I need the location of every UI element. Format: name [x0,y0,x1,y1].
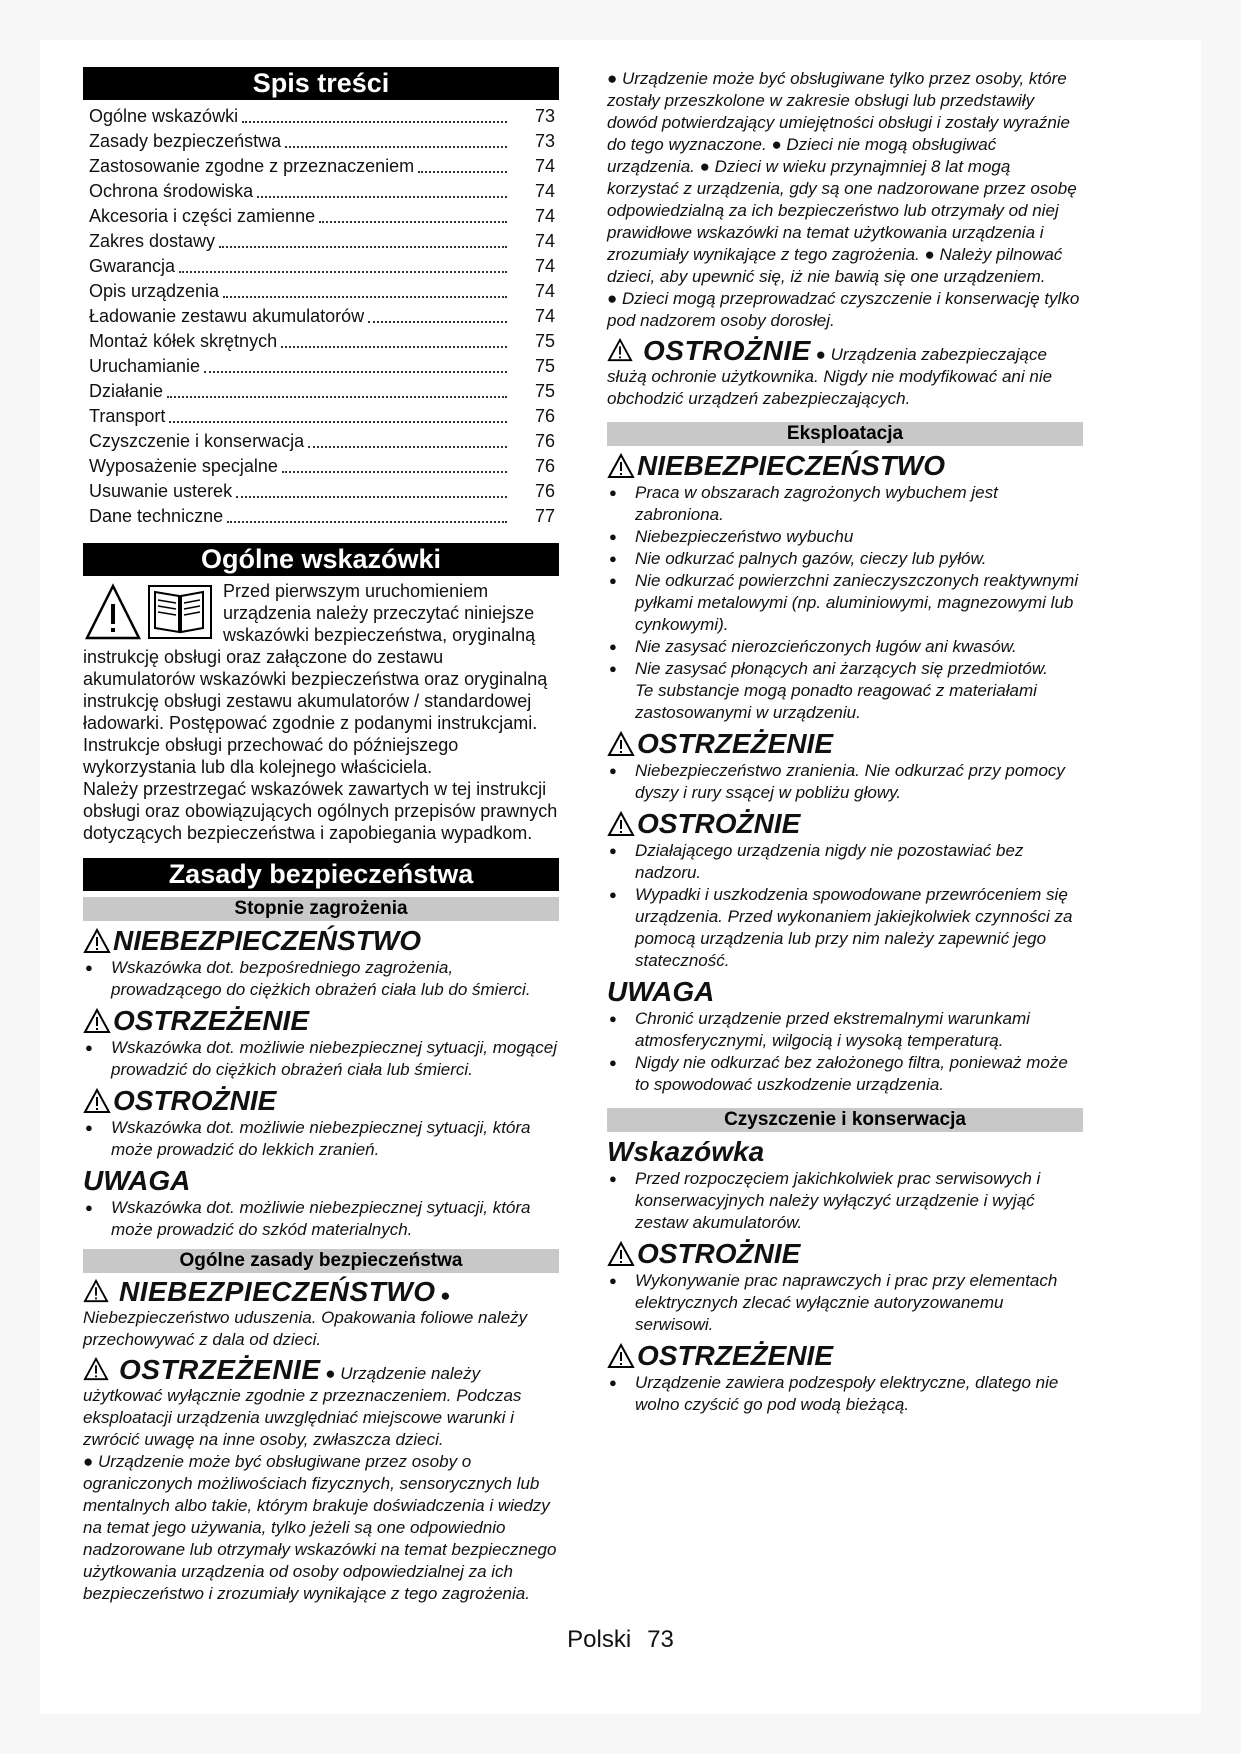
toc-entry[interactable] [83,279,559,304]
warning-triangle-icon [83,1279,109,1303]
toc-entry-title: Uruchamianie [89,356,201,376]
toc-leader-dots [285,146,507,148]
toc-entry[interactable] [83,404,559,429]
toc-entry-page: 76 [534,406,555,426]
list-item: ● Działającego urządzenia nigdy nie pozostawiać bez nadzoru. [607,840,1083,884]
list-item: ● Niebezpieczeństwo wybuchu [607,526,1083,548]
toc-entry[interactable] [83,504,559,529]
safety-heading: Zasady bezpieczeństwa [83,858,559,891]
general-paragraph-2: Należy przestrzegać wskazówek zawartych w tej instrukcji obsługi oraz obowiązujących ogólnych przepisów prawnych dotyczących bezpieczeństwa i zapobiegania wypadkom. [83,779,558,843]
warning-triangle-icon [607,811,635,837]
list-item: ● Nie odkurzać powierzchni zanieczyszczonych reaktywnymi pyłkami metalowymi (np. aluminiowymi, magnezowymi lub cynkowymi). [607,570,1083,636]
warning-triangle-icon [83,928,111,954]
toc-leader-dots [308,446,507,448]
toc-entry-page: 74 [534,181,555,201]
operation-danger-list [607,482,1083,680]
toc-leader-dots [242,121,507,123]
toc-entry-page: 74 [534,156,555,176]
toc-entry-title: Działanie [89,381,164,401]
toc-entry-title: Montaż kółek skrętnych [89,331,278,351]
note-description: ● Wskazówka dot. możliwie niebezpiecznej sytuacji, która może prowadzić do szkód materialnych. [83,1197,559,1241]
general-warning-paragraph: OSTRZEŻENIE ● Urządzenie należy użytkować wyłącznie zgodnie z przeznaczeniem. Podczas eksploatacji urządzenia uwzględniać miejscowe warunki i zwrócić uwagę na inne osoby, zwłaszcza dzieci. [83,1354,522,1449]
cleaning-heading: Czyszczenie i konserwacja [607,1108,1083,1132]
operation-danger-label: NIEBEZPIECZEŃSTWO [607,450,1083,482]
toc-entry[interactable] [83,354,559,379]
general-danger-paragraph: NIEBEZPIECZEŃSTWO ● Niebezpieczeństwo uduszenia. Opakowania foliowe należy przechowywać z dala od dzieci. [83,1276,528,1349]
general-paragraph-1: Przed pierwszym uruchomieniem urządzenia należy przeczytać niniejsze wskazówki bezpieczeństwa, oryginalną instrukcję obsługi oraz załączone do zestawu akumulatorów wskazówki bezpieczeństwa oraz oryginalną instrukcję obsługi zestawu akumulatorów / standardowej ładowarki. Postępować zgodnie z podanymi instrukcjami. Instrukcje obsługi przechować do późniejszego wykorzystania lub dla kolejnego właściciela. [83,581,548,777]
cleaning-caution-label: OSTROŻNIE [607,1238,1083,1270]
toc-entry[interactable] [83,454,559,479]
list-item: ● Nigdy nie odkurzać bez założonego filtra, ponieważ może to spowodować uszkodzenie urządzenia. [607,1052,1083,1096]
toc-entry-title: Zakres dostawy [89,231,216,251]
left-column [83,67,559,1605]
list-item: ● Nie odkurzać palnych gazów, cieczy lub pyłów. [607,548,1083,570]
toc-entry-title: Transport [89,406,166,426]
toc-entry[interactable] [83,104,559,129]
list-item: ● Urządzenie zawiera podzespoły elektryczne, dlatego nie wolno czyścić go pod wodą bieżącą. [607,1372,1083,1416]
toc-entry-title: Gwarancja [89,256,176,276]
warning-label: OSTRZEŻENIE [83,1005,559,1037]
operation-caution-label: OSTROŻNIE [607,808,1083,840]
operation-warning-label: OSTRZEŻENIE [607,728,1083,760]
list-item: ● Wypadki i uszkodzenia spowodowane przewróceniem się urządzenia. Przed wykonaniem jakiejkolwiek czynności za pomocą urządzenia lub przy nim należy zapewnić jego stateczność. [607,884,1083,972]
warning-triangle-icon [607,731,635,757]
toc-leader-dots [179,271,507,273]
toc-entry[interactable] [83,479,559,504]
warning-triangle-icon [607,1241,635,1267]
warning-triangle-icon [83,1357,109,1381]
toc-entry-title: Ładowanie zestawu akumulatorów [89,306,365,326]
warning-triangle-icon [607,453,635,479]
warning-description: ● Wskazówka dot. możliwie niebezpiecznej sytuacji, mogącej prowadzić do ciężkich obrażeń ciała lub śmierci. [83,1037,559,1081]
toc-list [83,104,559,529]
general-safety-heading: Ogólne zasady bezpieczeństwa [83,1249,559,1273]
general-caution-paragraph: OSTROŻNIE ● Urządzenia zabezpieczające służą ochronie użytkownika. Nigdy nie modyfikować ani nie obchodzić urządzeń zabezpieczających. [607,335,1053,408]
warning-and-manual-icon [83,582,215,644]
cleaning-caution-list [607,1270,1083,1336]
list-item: ● Wykonywanie prac naprawczych i prac przy elementach elektrycznych zlecać wyłącznie autoryzowanemu serwisowi. [607,1270,1083,1336]
general-warning-text-4: ● Dzieci mogą przeprowadzać czyszczenie i konserwację tylko pod nadzorem osoby dorosłej. [607,289,1080,330]
toc-entry-title: Usuwanie usterek [89,481,233,501]
toc-entry-page: 74 [534,206,555,226]
list-item: ● Chronić urządzenie przed ekstremalnymi warunkami atmosferycznymi, wilgocią i wysoką temperaturą. [607,1008,1083,1052]
toc-entry-page: 75 [534,356,555,376]
list-item: ● Niebezpieczeństwo zranienia. Nie odkurzać przy pomocy dyszy i rury ssącej w pobliżu głowy. [607,760,1083,804]
toc-leader-dots [167,396,507,398]
toc-entry[interactable] [83,304,559,329]
list-item: ● Nie zasysać płonących ani żarzących się przedmiotów. [607,658,1083,680]
toc-entry-page: 76 [534,481,555,501]
toc-entry[interactable] [83,204,559,229]
general-warning-text-3: ● Urządzenie może być obsługiwane tylko przez osoby, które zostały przeszkolone w zakresie obsługi lub przedstawiły dowód potwierdzający umiejętności obsługi i zostały wyraźnie do tego wyznaczone. ● Dzieci nie mogą obsługiwać urządzenia. ● Dzieci w wieku przynajmniej 8 lat mogą korzystać z urządzenia, gdy są one nadzorowane przez osobę odpowiedzialną za ich bezpieczeństwo lub otrzymały od niej prawidłowe wskazówki na temat użytkowania urządzenia i zrozumiały wynikające z tego zagrożenia. ● Należy pilnować dzieci, aby upewnić się, iż nie bawią się one urządzeniem. [607,69,1077,286]
toc-leader-dots [219,246,507,248]
danger-description: ● Wskazówka dot. bezpośredniego zagrożenia, prowadzącego do ciężkich obrażeń ciała lub do śmierci. [83,957,559,1001]
operation-note-list [607,1008,1083,1096]
toc-entry[interactable] [83,329,559,354]
warning-triangle-icon [607,1343,635,1369]
general-section [83,580,559,844]
toc-entry-title: Ochrona środowiska [89,181,254,201]
toc-leader-dots [319,221,507,223]
toc-entry-page: 73 [534,131,555,151]
toc-entry-title: Czyszczenie i konserwacja [89,431,305,451]
operation-heading: Eksploatacja [607,422,1083,446]
page-footer [0,1626,1241,1654]
danger-label: NIEBEZPIECZEŃSTWO [83,925,559,957]
toc-entry-page: 77 [534,506,555,526]
toc-entry-title: Zasady bezpieczeństwa [89,131,282,151]
toc-entry[interactable] [83,229,559,254]
warning-triangle-icon [83,1088,111,1114]
footer-page-number: 73 [647,1626,674,1653]
hazard-levels-heading: Stopnie zagrożenia [83,897,559,921]
toc-leader-dots [227,521,507,523]
toc-entry-title: Ogólne wskazówki [89,106,239,126]
toc-leader-dots [281,346,507,348]
toc-entry-page: 75 [534,331,555,351]
caution-description: ● Wskazówka dot. możliwie niebezpiecznej sytuacji, która może prowadzić do lekkich zranień. [83,1117,559,1161]
toc-entry-page: 74 [534,231,555,251]
toc-entry[interactable] [83,254,559,279]
operation-warning-list [607,760,1083,804]
toc-entry[interactable] [83,129,559,154]
footer-language: Polski [567,1626,632,1653]
cleaning-warning-list [607,1372,1083,1416]
toc-leader-dots [257,196,507,198]
warning-triangle-icon [607,338,633,362]
list-item: ● Przed rozpoczęciem jakichkolwiek prac serwisowych i konserwacyjnych należy wyłączyć urządzenie i wyjąć zestaw akumulatorów. [607,1168,1083,1234]
toc-leader-dots [368,321,507,323]
toc-entry[interactable] [83,154,559,179]
operation-caution-list [607,840,1083,972]
general-heading: Ogólne wskazówki [83,543,559,576]
toc-entry-title: Opis urządzenia [89,281,220,301]
right-column [607,68,1083,1416]
toc-leader-dots [418,171,507,173]
toc-entry-page: 75 [534,381,555,401]
toc-entry-title: Dane techniczne [89,506,224,526]
toc-entry-title: Akcesoria i części zamienne [89,206,316,226]
caution-label: OSTROŻNIE [83,1085,559,1117]
toc-entry-page: 73 [534,106,555,126]
toc-entry-page: 76 [534,431,555,451]
toc-entry-page: 76 [534,456,555,476]
operation-note-label: UWAGA [607,976,715,1007]
toc-entry[interactable] [83,429,559,454]
cleaning-hint-list [607,1168,1083,1234]
operation-danger-note: Te substancje mogą ponadto reagować z materiałami zastosowanymi w urządzeniu. [635,681,1037,722]
toc-entry-page: 74 [534,256,555,276]
toc-leader-dots [223,296,507,298]
toc-heading: Spis treści [83,67,559,100]
toc-leader-dots [169,421,507,423]
cleaning-warning-label: OSTRZEŻENIE [607,1340,1083,1372]
toc-entry-title: Zastosowanie zgodne z przeznaczeniem [89,156,415,176]
general-warning-text-2: ● Urządzenie może być obsługiwane przez osoby o ograniczonych możliwościach fizycznych, sensorycznych lub mentalnych albo takie, którym brakuje doświadczenia i wiedzy na temat jego używania, tylko jeżeli są one odpowiednio nadzorowane lub otrzymały wskazówki na temat bezpiecznego użytkowania urządzenia od osoby odpowiedzialnej za ich bezpieczeństwo i zrozumiały wynikające z tego zagrożenia. [83,1452,557,1603]
toc-entry[interactable] [83,379,559,404]
list-item: ● Praca w obszarach zagrożonych wybuchem jest zabroniona. [607,482,1083,526]
cleaning-hint-label: Wskazówka [607,1136,765,1167]
list-item: ● Nie zasysać nierozcieńczonych ługów ani kwasów. [607,636,1083,658]
warning-triangle-icon [83,1008,111,1034]
toc-leader-dots [282,471,507,473]
toc-leader-dots [204,371,507,373]
toc-leader-dots [236,496,507,498]
note-label: UWAGA [83,1165,191,1196]
toc-entry-title: Wyposażenie specjalne [89,456,278,476]
toc-entry[interactable] [83,179,559,204]
toc-entry-page: 74 [534,306,555,326]
toc-entry-page: 74 [534,281,555,301]
